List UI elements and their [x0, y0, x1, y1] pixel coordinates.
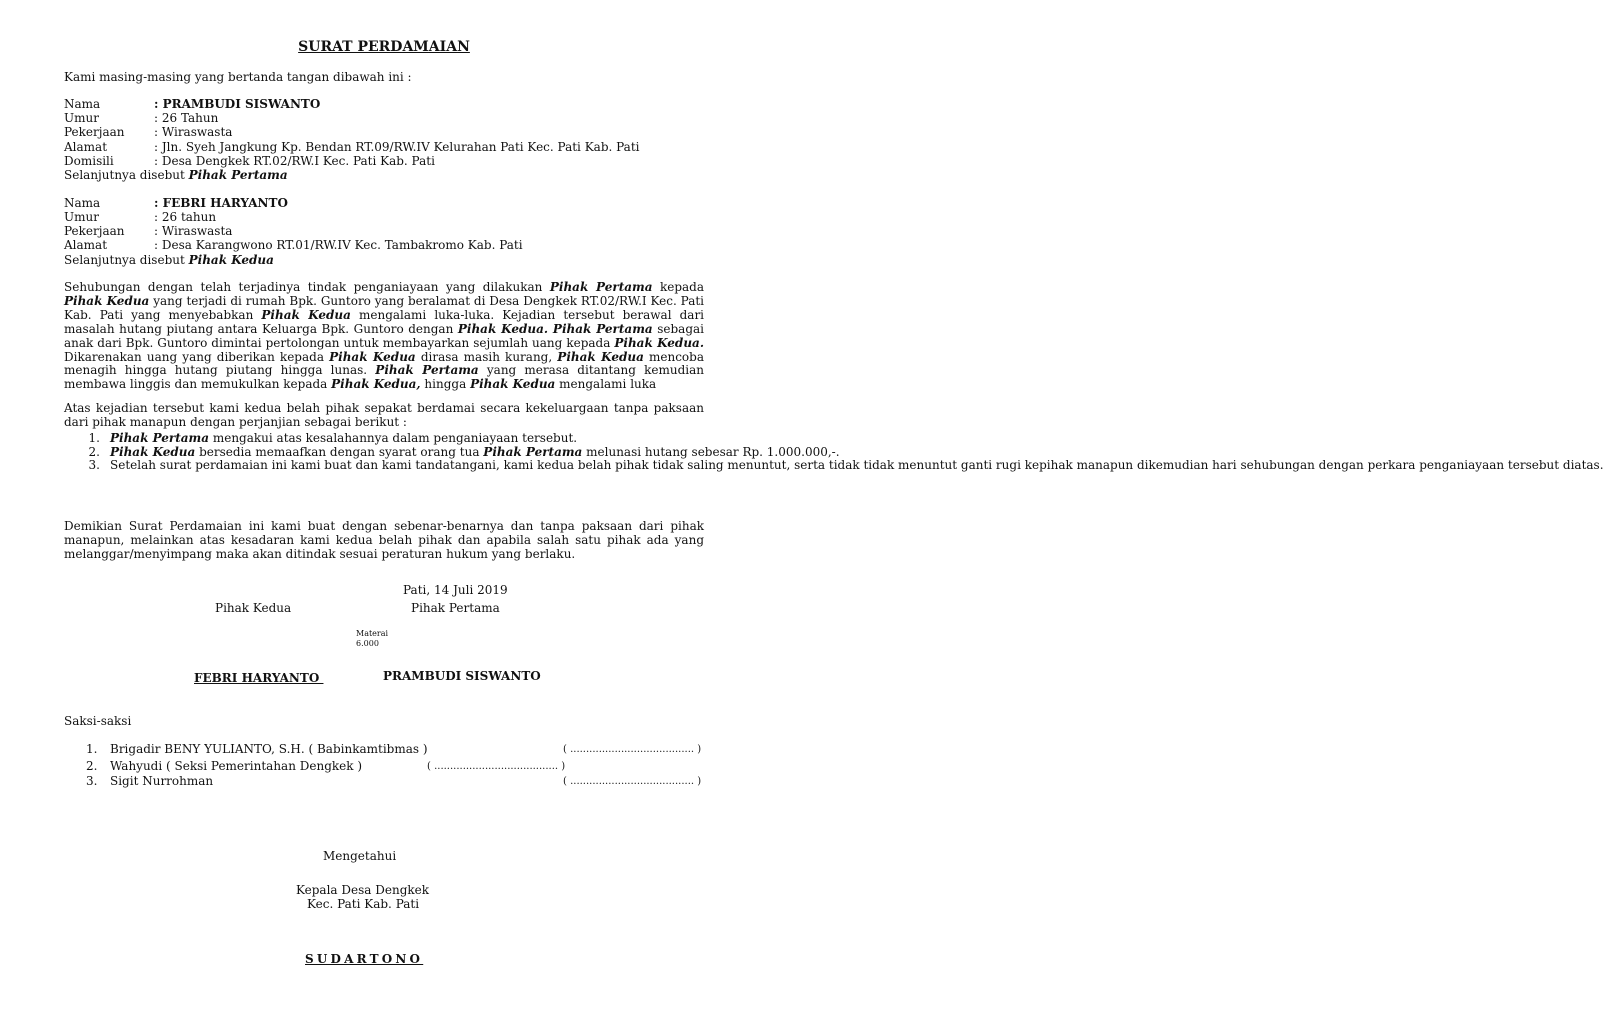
signatory-right-title: Pihak Pertama	[411, 601, 500, 615]
party2-job-label: Pekerjaan	[64, 224, 125, 238]
party2-address-label: Alamat	[64, 238, 108, 252]
p1-party-ref: Pihak Kedua	[329, 349, 416, 364]
p1-party-ref: Pihak Kedua	[261, 307, 351, 322]
list-item-number: 2.	[88, 444, 100, 459]
p1-party-ref: Pihak Kedua,	[331, 377, 421, 392]
p1-party-ref: Pihak Kedua. Pihak Pertama	[457, 321, 653, 336]
party2-job-value: : Wiraswasta	[154, 224, 233, 238]
signatory-left-name: FEBRI HARYANTO	[194, 671, 324, 685]
p1-text: Dikarenakan uang yang diberikan kepada	[64, 349, 330, 364]
agreement-intro-paragraph: Atas kejadian tersebut kami kedua belah pihak sepakat berdamai secara kekeluargaan tanpa paksaan dari pihak manapun dengan perjanjian sebagai berikut :	[64, 401, 704, 429]
list-item-number: 1.	[88, 431, 100, 445]
list-item-body: mengakui atas kesalahannya dalam penganiayaan tersebut.	[209, 431, 578, 445]
party1-name-label: Nama	[64, 97, 101, 111]
witness-number: 1.	[86, 742, 98, 756]
p1-party-ref: Pihak Pertama	[375, 363, 479, 378]
party1-address-label: Alamat	[64, 140, 108, 154]
witness-name: Wahyudi ( Seksi Pemerintahan Dengkek )	[110, 759, 363, 773]
list-item-party-ref: Pihak Pertama	[483, 444, 583, 459]
party1-designation-prefix: Selanjutnya disebut	[64, 168, 189, 182]
list-item-party-ref: Pihak Pertama	[110, 431, 210, 445]
p1-text: yang merasa ditantang kemudian membawa linggis dan memukulkan kepada	[64, 363, 704, 392]
p1-text: mengalami luka	[555, 377, 657, 392]
list-item-text	[110, 432, 704, 446]
list-item-body: melunasi hutang sebesar Rp. 1.000.000,-.	[582, 444, 840, 459]
stamp-duty-value: 6.000	[356, 639, 379, 648]
list-item	[64, 444, 840, 460]
p1-party-ref: Pihak Kedua	[557, 349, 644, 364]
list-item-party-ref: Pihak Kedua	[110, 444, 196, 459]
list-item-body: bersedia memaafkan dengan syarat orang tua	[195, 444, 484, 459]
p1-text: dirasa masih kurang,	[415, 349, 558, 364]
p1-text: mengalami luka-luka. Kejadian tersebut berawal dari masalah hutang piutang antara Keluarga Bpk. Guntoro dengan	[64, 307, 705, 336]
witness-heading: Saksi-saksi	[64, 714, 132, 728]
signatory-right-name: PRAMBUDI SISWANTO	[383, 669, 541, 683]
p1-party-ref: Pihak Kedua	[470, 377, 556, 392]
intro-text: Kami masing-masing yang bertanda tangan dibawah ini :	[64, 70, 412, 84]
party1-address-value: : Jln. Syeh Jangkung Kp. Bendan RT.09/RW.IV Kelurahan Pati Kec. Pati Kab. Pati	[154, 140, 640, 154]
village-head-title: Kepala Desa Dengkek	[296, 883, 430, 897]
party1-age-label: Umur	[64, 111, 99, 125]
party2-name-value: : FEBRI HARYANTO	[154, 196, 288, 210]
p1-party-ref: Pihak Kedua.	[614, 335, 704, 350]
witness-signature-line: ( ....................................... )	[563, 744, 702, 755]
incident-paragraph	[64, 281, 704, 392]
p1-party-ref: Pihak Pertama	[549, 280, 653, 294]
witness-name: Sigit Nurrohman	[110, 774, 214, 788]
party1-job-value: : Wiraswasta	[154, 125, 233, 139]
witness-signature-line: ( ....................................... )	[427, 761, 566, 772]
village-head-name: SUDARTONO	[305, 952, 424, 966]
party2-name-label: Nama	[64, 196, 101, 210]
p1-text: mencoba menagih hingga hutang piutang hingga lunas.	[64, 349, 704, 378]
party2-age-value: : 26 tahun	[154, 210, 217, 224]
witness-number: 3.	[86, 774, 98, 788]
village-head-location: Kec. Pati Kab. Pati	[307, 897, 420, 911]
signatory-left-title: Pihak Kedua	[215, 601, 292, 615]
party1-designation	[64, 169, 288, 182]
list-item-text: Setelah surat perdamaian ini kami buat dan kami tandatangani, kami kedua belah pihak tidak saling menuntut, serta tidak tidak menuntut ganti rugi kepihak manapun dikemudian hari sehubungan dengan perkara penganiayaan tersebut diatas.	[110, 458, 1604, 473]
party1-age-value: : 26 Tahun	[154, 111, 219, 125]
list-item-number: 3.	[88, 458, 100, 473]
party1-domicile-value: : Desa Dengkek RT.02/RW.I Kec. Pati Kab. Pati	[154, 154, 435, 168]
p1-party-ref: Pihak Kedua	[64, 293, 150, 308]
party1-job-label: Pekerjaan	[64, 125, 125, 139]
p1-text: sebagai anak dari Bpk. Guntoro dimintai pertolongan untuk membayarkan sejumlah uang kepada	[64, 321, 704, 350]
list-item	[64, 432, 704, 446]
p1-text: yang terjadi di rumah Bpk. Guntoro yang beralamat di Desa Dengkek RT.02/RW.I Kec. Pati Kab. Pati yang menyebabkan	[64, 293, 705, 322]
party2-designation-prefix: Selanjutnya disebut	[64, 253, 189, 267]
party1-designation-name: Pihak Pertama	[188, 168, 288, 182]
p1-text: Sehubungan dengan telah terjadinya tindak penganiayaan yang dilakukan	[64, 280, 550, 294]
closing-paragraph: Demikian Surat Perdamaian ini kami buat dengan sebenar-benarnya dan tanpa paksaan dari pihak manapun, melainkan atas kesadaran kami kedua belah pihak dan apabila salah satu pihak ada yang melanggar/menyimpang maka akan ditindak sesuai peraturan hukum yang berlaku.	[64, 519, 704, 561]
party2-designation	[64, 254, 274, 267]
p1-text: kepada	[652, 280, 705, 294]
party2-age-label: Umur	[64, 210, 99, 224]
p1-text: hingga	[420, 377, 471, 392]
witness-number: 2.	[86, 759, 98, 773]
party1-domicile-label: Domisili	[64, 154, 114, 168]
list-item-text	[110, 446, 840, 460]
list-item	[64, 458, 1604, 473]
party2-designation-name: Pihak Kedua	[188, 253, 274, 267]
party1-name-value: : PRAMBUDI SISWANTO	[154, 97, 321, 111]
witness-signature-line: ( ....................................... )	[563, 776, 702, 787]
party2-address-value: : Desa Karangwono RT.01/RW.IV Kec. Tambakromo Kab. Pati	[154, 238, 523, 252]
agreement-list	[64, 431, 1604, 473]
witness-name: Brigadir BENY YULIANTO, S.H. ( Babinkamtibmas )	[110, 742, 428, 756]
place-date: Pati, 14 Juli 2019	[403, 583, 508, 597]
acknowledge-label: Mengetahui	[323, 849, 397, 863]
stamp-duty-label: Materai	[356, 629, 389, 638]
document-title: SURAT PERDAMAIAN	[298, 39, 470, 55]
